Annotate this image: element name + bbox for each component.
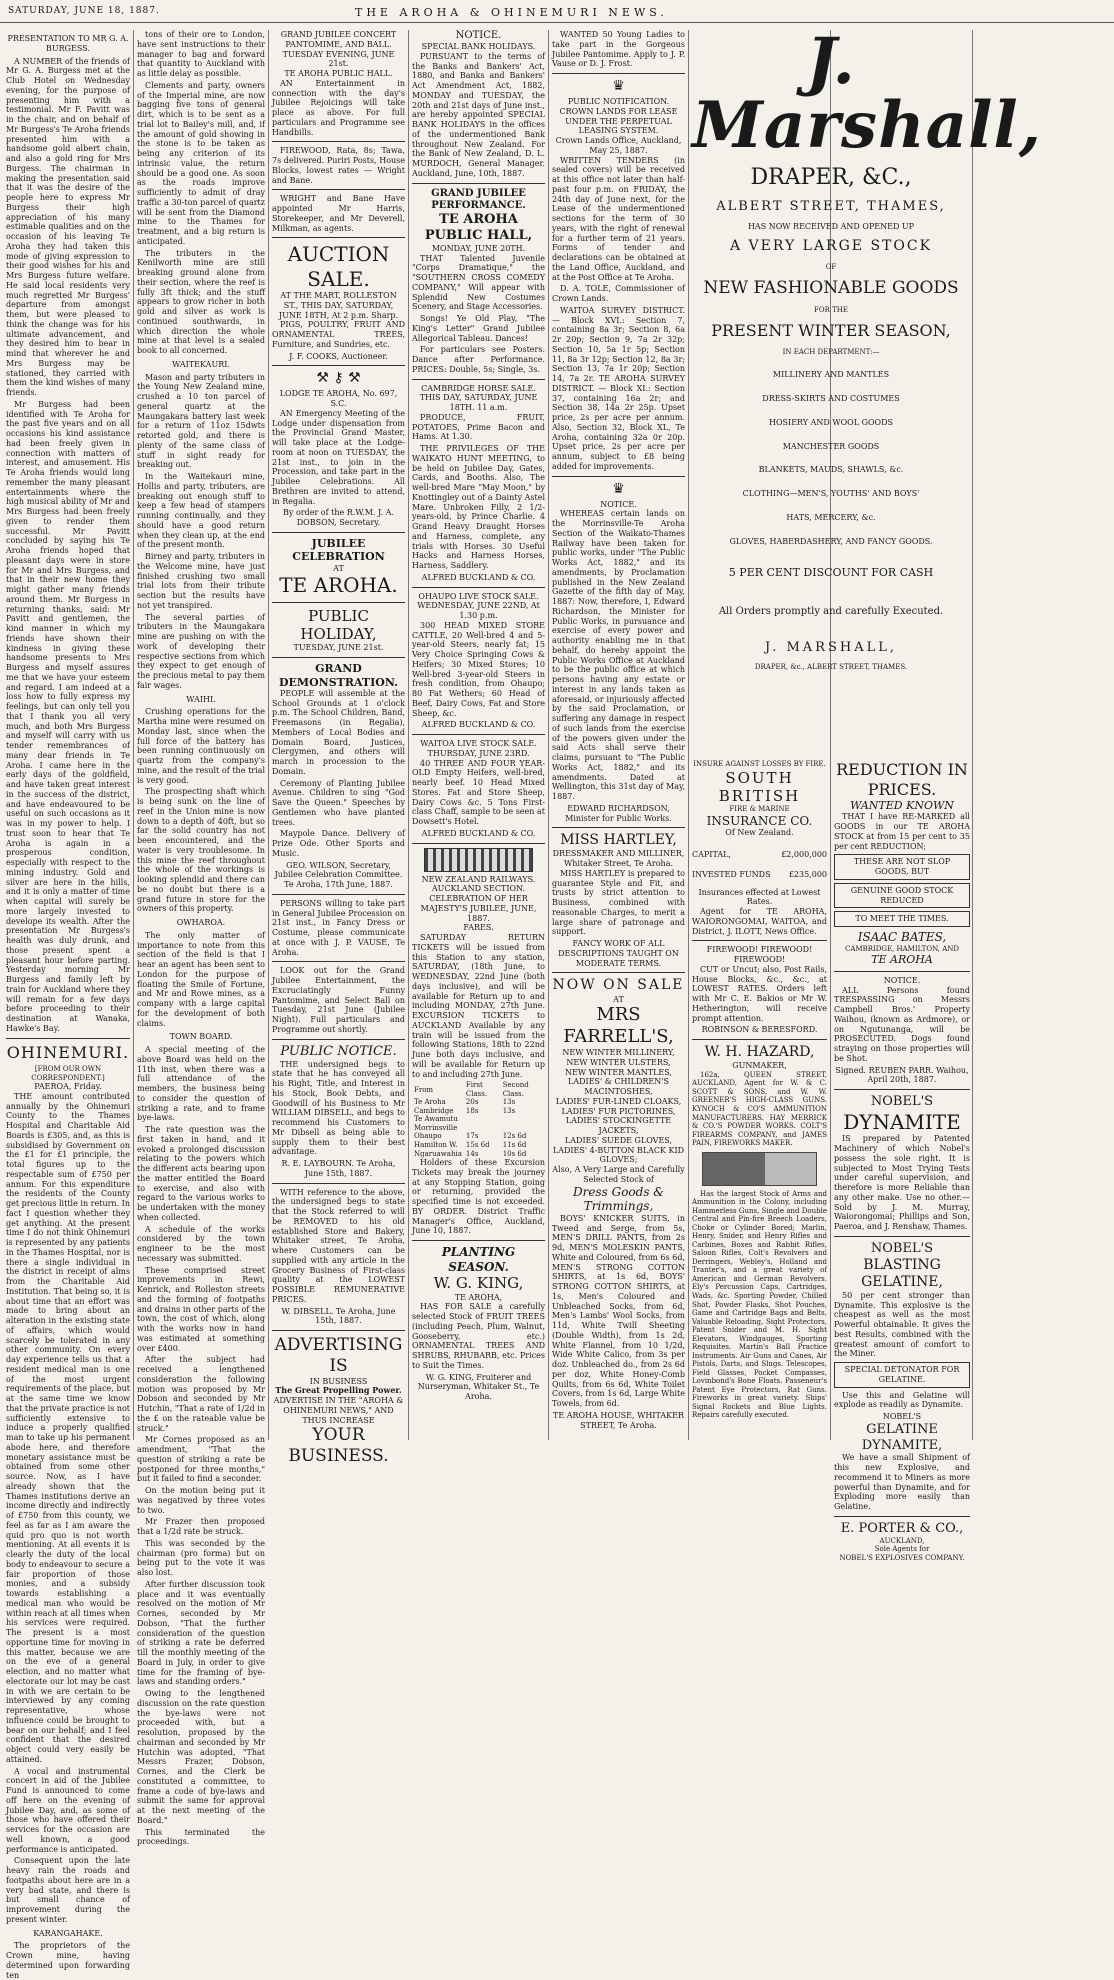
ad-heading: DYNAMITE — [843, 1109, 961, 1134]
ad-body: We have a small Shipment of this new Explosive, and recommend it to Miners as more powerful than Dynamite, and for Exploding more easily than Gelatine. — [834, 1453, 970, 1512]
ad-body: PURSUANT to the terms of the Banks and Bankers' Act, 1880, and Banks and Bankers' Act Amendment Act, 1882, MONDAY and TUESDAY, the 20th and 21st days of June inst., are hereby appointed SPECIAL BANK HOLIDAYS in the offices of the undermentioned Bank throughout New Zealand. For the Bank of New Zealand, D. L. MURDOCH, General Manager. Auckland, June, 10th, 1887. — [412, 51, 545, 178]
article-paragraph: The prospecting shaft which is being sunk on the line of reef in the Union mine is now down to a depth of 40ft, but so far the solid country has not been encountered, and the water is very troublesome. In this mine the reef throughout the whole of the workings is looking splendid and there can be no doubt but there is a grand future in store for the owners of this property. — [137, 787, 265, 914]
ad-body: 300 HEAD MIXED STORE CATTLE, 20 Well-bred 4 and 5-year-old Steers, nearly fat; 15 Very Choice Springing Cows & Heifers; 30 Mixed Stores; 10 Well-bred 3-year-old Steers in fresh condition, from Ohaupo; 80 Fat Wethers; 60 Head of Beef, Dairy Cows, Fat and Store Sheep, &c. — [412, 620, 545, 718]
ad-body: MISS HARTLEY is prepared to guarantee Style and Fit, and trusts by strict attention to Business, combined with reasonable Charges, to merit a large share of patronage and support. — [552, 868, 685, 937]
ad-heading: OHAUPO LIVE STOCK SALE. — [418, 591, 539, 601]
ad-body: CUT or Uncut; also, Post Rails, House Blocks, &c., &c., at LOWEST RATES. Orders left with Mr C. E. Bakios or Mr W. Hetherington, will receive prompt attention. — [692, 964, 827, 1023]
ad-heading: GELATINE DYNAMITE, — [861, 1421, 943, 1453]
ad-body: For particulars see Posters. Dance after Performance. PRICES: Double, 5s; Single, 3s. — [412, 345, 545, 374]
newspaper-title: THE AROHA & OHINEMURI NEWS. — [355, 6, 668, 19]
ad-subheading: The Great Propelling Power. — [275, 1385, 402, 1396]
list-item: LADIES' FUR-LINED CLOAKS, — [555, 1096, 682, 1106]
table-cell: 12s 6d — [502, 1132, 527, 1141]
royal-crest-icon: ♛ — [612, 480, 625, 497]
column-8 — [834, 760, 970, 1562]
ad-heading: A VERY LARGE STOCK — [729, 238, 933, 255]
ad-heading: JUBILEE CELEBRATION — [292, 536, 385, 564]
list-item: BLANKETS, MAUDS, SHAWLS, &c. — [758, 465, 904, 475]
ad-heading: WANTED KNOWN — [850, 799, 954, 813]
column-2 — [137, 30, 265, 1847]
ad-body: PRODUCE, FRUIT, POTATOES, Prime Bacon and Hams. At 1.30. — [412, 412, 545, 442]
funds-row — [692, 870, 827, 880]
list-item: NEW WINTER MANTLES, — [565, 1067, 672, 1077]
ad-heading: AUCTION SALE. — [287, 242, 390, 291]
ad-subheading: CELEBRATION OF HER MAJESTY'S JUBILEE, JUNE, 1887. — [420, 894, 537, 923]
ad-subheading: SPECIAL BANK HOLIDAYS. — [421, 42, 536, 52]
ad-heading: BLASTING GELATINE, — [861, 1256, 943, 1290]
article-paragraph: This terminated the proceedings. — [137, 1827, 265, 1847]
ad-body: Insurances effected at Lowest Rates. — [698, 887, 821, 907]
ad-subheading: AT — [613, 994, 624, 1004]
table-header: First Class. — [465, 1081, 488, 1098]
column-5 — [552, 30, 685, 1445]
ad-body: Has the largest Stock of Arms and Ammunition in the Colony, including Hammerless Guns, Single and Double Central and Pin-fire Breech Loaders, Choke or Cylinder Bored; Marlin, Henry, Snider, and Henry Rifles and Carbines, Boxes and Rabbit Rifles, Saloon Rifles, Colt's Revolvers and Derringers, Webley's, Holland and Tranter's, and a great variety of American and German Revolvers. Ely's Percussion Caps, Cartridges, Wads, &c. Sporting Powder, Chilled Shot, Powder Flasks, Shot Pouches, Game and Cartridge Bags and Belts, Valuable Reloading, Sight Protectors, Patent Snider and M. H. Sight Elevators, Windgauges, Sporting Requisites. Martin's Ball Practice Instruments. Air Guns and Canes, Air Pistols, Darts, and Slugs. Telescopes, Field Glasses, Pocket Compasses, Lovinbond's Bone Floats. Passeneur's Patent Eye Protectors, Rat Guns. Fireworks in great variety. Ships' Signal Rockets and Blue Lights. Repairs carefully executed. — [692, 1189, 827, 1420]
ad-body: OF — [825, 262, 837, 271]
ad-body: Songs! Ye Old Play, "The King's Letter" Grand Jubilee Allegorical Tableau. Dances! — [412, 314, 545, 343]
ad-heading: NEW ZEALAND RAILWAYS. — [421, 874, 536, 884]
ad-heading: NOTICE. — [883, 975, 921, 985]
ad-signature: W. DIBSELL. Te Aroha, June 15th, 1887. — [281, 1306, 396, 1326]
table-row — [412, 1141, 545, 1150]
article-paragraph: The rate question was the first taken in hand, and it evoked a prolonged discussion relating to the powers which the different acts bearing upon the matter entitled the Board to exercise, and also with regard to the various works to be undertaken with the money when collected. — [137, 1125, 265, 1222]
ad-subheading: AUCKLAND, — [879, 1536, 925, 1545]
ad-signature: ALFRED BUCKLAND & CO. — [421, 720, 536, 730]
ad-signature: GEO. WILSON, Secretary, Jubilee Celebration Committee. Te Aroha, 17th June, 1887. — [274, 860, 403, 890]
ad-heading: WAITOA LIVE STOCK SALE. — [420, 739, 537, 749]
ad-body: WAITOA SURVEY DISTRICT. — Block XVI.: Section 7, containing 8a 3r; Section 8, 6a 2r 20p; Section 9, 7a 2r 32p; Section 10, 5a 1r 5p; Section 11, 8a 3r 12p; Section 12, 8a 3r; Section 13, 7a 1r 20p; Section 14, 7a 2r. TE AROHA SURVEY DISTRICT. — Block XI.: Section 37, containing 16a 2r; and Section 38, 14a 2r 25p. Upset price, 2s per acre per annum. Also, Section 32, Block XL, Te Aroha, containing 32a 0r 20p. Upset price, 2s per acre per annum, subject to £8 being added for improvements. — [552, 305, 685, 471]
ad-body: ADVERTISE IN THE "AROHA & OHINEMURI NEWS," AND THUS INCREASE — [273, 1396, 404, 1425]
article-paragraph: Mr Cornes proposed as an amendment, "That the question of striking a rate be postponed for three months," but it failed to find a seconder. — [137, 1435, 265, 1484]
ad-heading: YOUR BUSINESS. — [288, 1425, 389, 1467]
table-cell: 17s — [465, 1132, 479, 1141]
article-paragraph: Mr Frazer then proposed that a 1/2d rate be struck. — [137, 1517, 265, 1536]
ad-subheading: DRESSMAKER AND MILLINER, Whitaker Street, Te Aroha. — [552, 849, 685, 869]
ad-signature: J. F. COOKS, Auctioneer. — [289, 351, 388, 361]
ad-heading: TE AROHA. — [279, 573, 398, 598]
table-cell: 13s — [502, 1106, 516, 1115]
article-paragraph: The only matter of importance to note from this section of the field is that I hear an agent has been sent to London for the purpose of floating the Smile of Fortune, and Mr and Rowe mines, as a company with a large capital for the development of both claims. — [137, 930, 265, 1028]
list-item: MILLINERY AND MANTLES — [772, 370, 890, 380]
rifle-illustration-icon — [702, 1152, 817, 1186]
ad-subheading: NOBEL'S EXPLOSIVES COMPANY. — [839, 1553, 965, 1562]
ad-signature: By order of the R.W.M. J. A. DOBSON, Secretary. — [283, 508, 394, 528]
list-item: LADIES' SUEDE GLOVES, — [564, 1135, 673, 1145]
table-header: Second Class. — [502, 1081, 529, 1098]
ad-signature: TE AROHA HOUSE, WHITAKER STREET, Te Aroha. — [553, 1410, 684, 1430]
ad-heading: FIREWOOD! FIREWOOD! FIREWOOD! — [706, 945, 813, 965]
ad-heading: INSURANCE CO. — [706, 813, 813, 828]
article-paragraph: This was seconded by the chairman (pro forma) but on being put to the vote it was also lost. — [137, 1538, 265, 1577]
ad-body: AN Emergency Meeting of the Lodge under dispensation from the Provincial Grand Master, will take place at the Lodge-room at noon on TUESDAY, the 21st inst., to join in the Procession, and take part in the Jubilee Celebrations. All Brethren are invited to attend, in Regalia. — [272, 408, 405, 506]
ad-body: PIGS, POULTRY, FRUIT AND ORNAMENTAL TREES, Furniture, and Sundries, etc. — [272, 320, 405, 349]
ad-heading: TE AROHA PUBLIC HALL, — [424, 212, 533, 243]
ad-heading: PLANTING SEASON. — [441, 1245, 516, 1274]
article-paragraph: The proprietors of the Crown mine, having determined upon forwarding ten — [6, 1941, 130, 1980]
ad-subheading: TE AROHA, — [454, 1292, 503, 1302]
table-cell — [464, 1124, 501, 1133]
ad-subheading: GUNMAKER, — [732, 1061, 787, 1071]
article-paragraph: After further discussion took place and it was eventually resolved on the motion of Mr Cornes, seconded by Mr Dobson, "That the further consideration of the question of striking a rate be deferred till the monthly meeting of the Board in July, in order to give time for the framing of bye-laws and standing orders." — [137, 1579, 265, 1687]
ad-heading: REDUCTION IN PRICES. — [836, 760, 968, 799]
table-cell: 15s 6d — [465, 1141, 490, 1149]
ad-body: Maypole Dance. Delivery of Prize Ode. Other Sports and Music. — [272, 829, 405, 858]
ad-heading: MISS HARTLEY, — [560, 832, 677, 849]
ad-body: Agent for TE AROHA, WAIORONGOMAI, WAITOA, and District, J. ILOTT, News Office. — [692, 907, 827, 936]
ad-subheading: FANCY WORK OF ALL DESCRIPTIONS TAUGHT ON MODERATE TERMS. — [558, 939, 679, 968]
ad-body: WITH reference to the above, the undersigned begs to state that the Stock referred to will be REMOVED to his old established Store and Bakery, Whitaker street, Te Aroha, where Customers can be supplied with any article in the Grocery Business of First-class quality at the LOWEST POSSIBLE REMUNERATIVE PRICES. — [272, 1187, 405, 1304]
ad-body: 162a, QUEEN STREET, AUCKLAND, Agent for W. & C. SCOTT & SONS, and W. W. GREENER'S HIGH-CLASS GUNS. KYNOCH & CO'S AMMUNITION MANUFACTURERS. HAY MERRICK & CO.'S POWDER WORKS. COLT'S FIREARMS COMPANY, and JAMES PAIN, FIREWORKS MAKER. — [692, 1070, 827, 1148]
article-paragraph: These comprised street improvements in Rewi, Kenrick, and Rolleston streets and the forming of footpaths and drains in other parts of the town, the cost of which, along with the works now in hand was estimated at something over £400. — [137, 1265, 265, 1353]
ad-subheading: THIS DAY, SATURDAY, JUNE 18TH. 11 a.m. — [419, 393, 538, 413]
ad-heading: PUBLIC NOTIFICATION. — [567, 97, 670, 107]
ad-heading: SOUTH BRITISH — [718, 768, 801, 805]
ad-subheading: Of New Zealand. — [725, 828, 794, 838]
list-item: LADIES' FUR PICTORINES, — [561, 1106, 676, 1116]
table-cell: 18s — [465, 1106, 479, 1115]
ad-body: THE undersigned begs to state that he has conveyed all his Right, Title, and Interest in his Stock, Book Debts, and Goodwill of his Business to Mr WILLIAM DIBSELL, and begs to recommend his Customers to Mr Dibsell as being able to supply them to their best advantage. — [272, 1059, 405, 1157]
table-cell: Hamilton W. — [414, 1141, 458, 1149]
ad-subheading: WEDNESDAY, JUNE 22ND, At 1.30 p.m. — [417, 601, 540, 621]
list-item: LADIES' & CHILDREN'S MACINTOSHES, — [568, 1077, 669, 1097]
article-paragraph: The several parties of tributers in the Maungakara mine are pushing on with the work of developing their respective sections from which they expect to get enough of the precious metal to pay them fair wages. — [137, 612, 265, 690]
capital-row — [692, 850, 827, 860]
ad-signature: R. E. LAYBOURN. Te Aroha, June 15th, 1887. — [281, 1159, 396, 1178]
ad-body: 50 per cent stronger than Dynamite. This explosive is the cheapest as well as the most Powerful obtainable. It gives the best Results, combined with the greatest amount of comfort to the Miner. — [834, 1290, 970, 1359]
ad-subheading: AUCKLAND SECTION. — [431, 884, 526, 894]
ad-heading: TE AROHA — [871, 953, 933, 967]
article-paragraph: tons of their ore to London, have sent instructions to their manager to bag and forward that quantity to Auckland with as little delay as possible. — [137, 30, 265, 78]
ad-subheading: AT — [333, 563, 344, 573]
issue-date: SATURDAY, JUNE 18, 1887. — [8, 6, 160, 16]
ad-body: TO MEET THE TIMES. — [834, 911, 970, 927]
table-cell: 14s — [465, 1149, 479, 1158]
ad-signature: Signed. REUBEN PARR. Waihou, April 20th, 1887. — [835, 1065, 969, 1085]
list-item: LADIES' STOCKINGETTE JACKETS, — [565, 1116, 672, 1136]
table-cell: Ngaruawahia — [414, 1149, 462, 1158]
ad-heading: 5 PER CENT DISCOUNT FOR CASH — [728, 566, 934, 580]
royal-crest-icon: ♛ — [612, 78, 625, 94]
ad-subheading: THURSDAY, JUNE 23RD. — [427, 748, 530, 758]
ad-body: SATURDAY RETURN TICKETS will be issued from this Station to any station, SATURDAY, (18th June, to WEDNESDAY, 22nd June (both days inclusive), and will be available for Return up to and including MONDAY, 27th June. EXCURSION TICKETS to AUCKLAND Available by any train will be issued from the following Stations, 18th to 22nd June both days inclusive, and will be available for Return up to and including 27th June. — [412, 933, 545, 1079]
article-paragraph: On the motion being put it was negatived by three votes to two. — [137, 1486, 265, 1515]
article-heading: OWHAROA. — [176, 918, 226, 927]
ad-subheading: Sole Agents for — [874, 1545, 930, 1554]
ad-body: HAS FOR SALE a carefully selected Stock of FRUIT TREES (including Peach, Plum, Walnut, Gooseberry, etc.) ORNAMENTAL TREES AND SHRUBS, RHUBARB, etc. Prices to Suit the Times. — [412, 1302, 545, 1370]
article-heading: PRESENTATION TO MR G. A. BURGESS. — [7, 34, 129, 53]
ad-heading: GRAND JUBILEE CONCERT PANTOMIME, AND BALL. — [280, 30, 397, 49]
masthead — [0, 0, 1114, 23]
ad-body: Use this and Gelatine will explode as readily as Dynamite. — [834, 1390, 970, 1410]
column-7 — [692, 760, 827, 1445]
ad-heading: E. PORTER & CO., — [840, 1520, 964, 1536]
article-paragraph: Owing to the lengthened discussion on the rate question the bye-laws were not proceeded with, but a resolution, proposed by the chairman and seconded by Mr Hutchin was adopted, "That Messrs Frazer, Dobson, Cornes, and the Clerk be constituted a committee, to frame a code of bye-laws and submit the same for approval at the next meeting of the Board." — [137, 1689, 265, 1825]
column-1 — [6, 30, 130, 1980]
marshall-advertisement — [692, 24, 1042, 750]
ad-heading: NOTICE. — [600, 499, 637, 509]
ad-body: HAS NOW RECEIVED AND OPENED UP — [747, 221, 915, 231]
table-row — [412, 1132, 545, 1141]
ad-body: THAT I have RE-MARKED all GOODS in our TE AROHA STOCK at from 15 per cent to 35 per cent REDUCTION; — [834, 812, 970, 851]
ad-body: AN Entertainment in connection with the day's Jubilee Rejoicings will take place as above. For full particulars and Programme see Handbills. — [272, 78, 405, 137]
article-heading: WAIHI. — [186, 694, 216, 704]
ad-subheading: TUESDAY, JUNE 21st. — [293, 643, 384, 653]
ad-body: IN EACH DEPARTMENT:— — [782, 347, 880, 356]
dateline: PAEROA, Friday. — [34, 1082, 102, 1092]
row-value: £235,000 — [788, 869, 827, 879]
locomotive-illustration-icon — [424, 848, 533, 872]
list-item: GLOVES, HABERDASHERY, AND FANCY GOODS. — [729, 536, 933, 546]
table-row — [412, 1107, 545, 1116]
article-paragraph: Birney and party, tributers in the Welcome mine, have just finished crushing two small trial lots from their tribute section but the results have not yet transpired. — [137, 552, 265, 610]
list-item: HATS, MERCERY, &c. — [786, 512, 876, 522]
ad-subheading: NOBEL'S — [882, 1412, 922, 1422]
ad-signature: DRAPER, &c., ALBERT STREET, THAMES. — [754, 662, 908, 671]
list-item: MANCHESTER GOODS — [782, 441, 880, 451]
article-paragraph: A schedule of the works considered by the town engineer to be the most necessary was submitted. — [137, 1224, 265, 1263]
table-row — [412, 1098, 545, 1107]
article-heading: KARANGAHAKE. — [33, 1928, 103, 1938]
article-paragraph: Mason and party tributers in the Young New Zealand mine, crushed a 10 ton parcel of general quartz at the Maungakara battery last week for a return of 11oz 15dwts retorted gold, and there is plenty of the same class of stuff in sight ready for breaking out. — [137, 372, 265, 470]
table-cell: Ohaupo — [414, 1132, 442, 1141]
ad-heading: GRAND JUBILEE PERFORMANCE. — [431, 187, 526, 211]
ad-heading: PUBLIC HOLIDAY, — [300, 606, 377, 644]
ad-body: BOYS' KNICKER SUITS, in Tweed and Serge, from 5s, MEN'S DRILL PANTS, from 2s 9d, MEN'S MOLESKIN PANTS, White and Coloured, from 6s 6d, MEN'S STRONG COTTON SHIRTS, at 1s 6d, BOYS' STRONG COTTON SHIRTS, at 1s, Men's Coloured and Unbleached Socks, from 6d, Men's Lambs' Wool Socks, from 11d, White Twill Sheeting (Double Width), from 1s 2d, White Flannel, from 10 1/2d, Wide White Calico, from 3s per doz. Unbleached do., from 2s 6d per doz, White Honey-Comb Quilts, from 6s 6d, White Toilet Covers, from 1s 6d, Large White Towels, from 6d. — [552, 1213, 685, 1409]
table-cell: Te Aroha — [414, 1098, 446, 1107]
list-item: HOSIERY AND WOOL GOODS — [769, 417, 893, 427]
table-header: From — [414, 1085, 434, 1094]
column-4 — [412, 30, 545, 1445]
ad-body: ALL Persons found TRESPASSING on Messrs Campbell Bros.' Property Waihou, (known as Ardmore), or on Ngutunanga, will be PROSECUTED. Dogs found straying on those properties will be Shot. — [834, 985, 970, 1063]
ad-body: 40 THREE AND FOUR YEAR-OLD Empty Heifers, well-bred, nearly beef. 10 Head Mixed Stores. Fat and Store Sheep, Dairy Cows &c. 5 Tons First-class Chaff, sample to be seen at Dowsett's Hotel. — [412, 758, 545, 827]
list-item: CLOTHING—MEN'S, YOUTHS' AND BOYS' — [742, 489, 920, 499]
article-paragraph: Clements and party, owners of the Imperial mine, are now bagging five tons of general dirt, which is to be sent as a trial lot to Bailey's mill, and, if the amount of gold showing in the stone is to be taken as being any criterion of its intrinsic value, the return should be a good one. As soon as the roads improve sufficiently to admit of dray traffic a 30-ton parcel of quartz will be sent from the Diamond mine to the Thames for treatment, and a big return is anticipated. — [137, 80, 265, 246]
ad-heading: PUBLIC NOTICE. — [280, 1043, 397, 1059]
ad-body: LOOK out for the Grand Jubilee Entertainment, the Excruciatingly Funny Pantomime, and Select Ball on Tuesday, 21st June (Jubilee Night). Full particulars and Programme out shortly. — [272, 966, 405, 1034]
ad-heading: NOW ON SALE — [552, 977, 685, 994]
table-cell: 11s 6d — [502, 1141, 527, 1149]
ad-body: THAT Talented Juvenile "Corps Dramatique," the "SOUTHERN CROSS COMEDY COMPANY," Will appear with Splendid New Costumes Scenery, and Stage Accessories. — [412, 253, 545, 312]
ad-body: WRITTEN TENDERS (in sealed covers) will be received at this office not later than half-past four p.m. on FRIDAY, the 24th day of June next, for the Lease of the undermentioned sections for the term of 30 years, with the right of renewal for a further term of 21 years. Forms of tender and declarations can be obtained at the Land Office, Auckland, and at the Post Office at Te Aroha. — [552, 155, 685, 282]
ad-heading: LODGE TE AROHA, No. 697, S.C. — [279, 389, 398, 409]
ad-subheading: FIRE & MARINE — [729, 805, 790, 814]
row-label: CAPITAL, — [692, 850, 731, 860]
ad-heading: W. G. KING, — [433, 1274, 524, 1293]
table-header-row — [412, 1081, 545, 1098]
ad-body: GENUINE GOOD STOCK REDUCED — [834, 883, 970, 909]
article-heading: TOWN BOARD. — [169, 1032, 233, 1042]
list-item: NEW WINTER ULSTERS, — [566, 1057, 671, 1067]
ad-body: WANTED 50 Young Ladies to take part in the Gorgeous Jubilee Pantomime. Apply to J. P. Vause or D. J. Frost. — [552, 30, 685, 69]
ad-subheading: CROWN LANDS FOR LEASE UNDER THE PERPETUAL LEASING SYSTEM. — [559, 106, 678, 136]
ad-body: THE PRIVILEGES OF THE WAIKATO HUNT MEETING, to be held on Jubilee Day, Gates, Cards, and Booths. Also, The well-bred Mare "May Moon," by Knottingley out of a Dainty Astel Mare. Unbroken Filly, 2 1/2-years-old, by Prince Charlie. 4 Grand Heavy Draught Horses and Harness, complete, any trials with Horses. 30 Useful Hacks and Harness Horses, Harness, Saddlery. — [412, 444, 545, 571]
ad-body: FOR THE — [814, 305, 848, 314]
ad-signature: ROBINSON & BERESFORD. — [701, 1025, 818, 1035]
ad-heading: NOTICE. — [455, 30, 502, 41]
ad-subheading: TUESDAY EVENING, JUNE 21st. — [282, 49, 395, 69]
table-cell: Te Awamutu — [414, 1115, 458, 1124]
section-subheading: [FROM OUR OWN CORRESPONDENT.] — [31, 1065, 105, 1082]
table-cell: 10s 6d — [502, 1149, 527, 1158]
table-cell: Morrinsville — [414, 1123, 458, 1132]
article-paragraph: THE amount contributed annually by the Ohinemuri County to the Thames Hospital and Charitable Aid Boards is £305, and, as this is subsidised by Government on the £1 for £1 principle, the total figures up to the respectable sum of £750 per annum. For this expenditure the residents of the County get precious little in return. In fact I question whether they get anything. At the present time I do not think Ohinemuri is represented by any patients in the Thames Hospital, nor is there a single individual in the district in receipt of alms from the Charitable Aid Institution. That being so, it is about time that an effort was made to bring about an alteration in the existing state of affairs, which would scarcely be tolerated in any other community. On every day experience tells us that a resident medical man is one of the most urgent requirements of the place, but at the same time we know that the private practice is not sufficiently extensive to induce a properly qualified man to take up his permanent abode here, and therefore monetary assistance must be obtained from some other source. Now, as I have already shown that the Thames institutions derive an income directly and indirectly of £750 from this county, we feel as far as I am aware the quid pro quo is not worth mentioning. At all events it is clearly the duty of the local body to endeavour to secure a fair proportion of those monies, and a subsidy towards establishing a medical man who would be within reach at all times when his services were required. The present is a most opportune time for moving in this matter, because we are on the eve of a general election, and no matter what electorate our lot may be cast in with we are certain to be interviewed by any coming representative, whose influence could be brought to bear on our behalf; and I feel confident that the desired object could very easily be attained. — [6, 1091, 130, 1764]
ad-body: Ceremony of Planting Jubilee Avenue. Children to sing "God Save the Queen." Speeches by Gentlemen who have planted trees. — [272, 778, 405, 827]
ad-heading: NOBEL'S — [870, 1240, 934, 1256]
ad-heading: NOBEL'S — [870, 1094, 934, 1109]
table-row — [412, 1150, 545, 1159]
ad-subheading: ALBERT STREET, THAMES, — [716, 198, 946, 214]
fares-table — [412, 1081, 545, 1158]
ad-subheading: FARES. — [463, 923, 494, 933]
table-row — [412, 1124, 545, 1133]
article-paragraph: A NUMBER of the friends of Mr G. A. Burgess met at the Club Hotel on Wednesday evening, for the purpose of presenting him with a testimonial. Mr F. Pavitt was in the chair, and on behalf of Mr Burgess's Te Aroha friends presented him with a handsome gold albert chain, and also a gold ring for Mrs Burgess. The chairman in making the presentation said that it was the desire of the people here to express Mr Burgess their high appreciation of his many estimable qualities and on the occasion of his leaving Te Aroha they had taken this mode of giving expression to their good wishes for his and Mrs Burgess future welfare. He said local residents very much regretted Mr Burgess' departure from amongst them, but were pleased to think the change was for his ultimate advancement, and they desired him to bear in mind that wherever he and Mrs Burgess may be stationed, they carried with them the kind wishes of many friends. — [6, 56, 130, 397]
ad-signature: W. G. KING, Fruiterer and Nurseryman, Whitaker St., Te Aroha. — [417, 1372, 540, 1402]
ad-body: WHEREAS certain lands on the Morrinsville-Te Aroha Section of the Waikato-Thames Railway have been taken for public works, under "The Public Works Act, 1882," and its amendments, by Proclamation published in the New Zealand Gazette of the fifth day of May, 1887: Now, therefore, I, Edward Richardson, the Minister for Public Works, in pursuance and exercise of every power and authority enabling me in that behalf, do hereby appoint the Public Works Office at Auckland to be the public office at which persons having any estate or interest in any lands taken as aforesaid, or injuriously affected by the said Proclamation, or suffering any damage in respect of such lands from the exercise of the powers given under the said Acts shall serve their claims, pursuant to "The Public Works Act, 1882," and its amendments. Dated at Wellington, this 31st day of May, 1887. — [552, 509, 685, 802]
ad-body: SPECIAL DETONATOR FOR GELATINE. — [834, 1362, 970, 1388]
article-paragraph: Mr Burgess had been identified with Te Aroha for the past five years and on all occasions his kind assistance had been freely given in connection with matters of interest, and amusement. His Te Aroha friends would long remember the many pleasant entertainments where the high musical ability of Mr and Mrs Burgess had been freely given to render them successful. Mr Pavitt concluded by saying his Te Aroha friends hoped that pleasant days were in store for Mr and Mrs Burgess, and that in their new home they might gather many friends around them. Mr Burgess in returning thanks, said: Mr Pavitt and gentlemen, the kind manner in which my friends have shown their kindness in giving these handsome presents to Mrs Burgess and myself assures me that we have your esteem and regard. I am indeed at a loss how to fully express my feelings, but can only tell you that I thank you all very much, and both Mrs Burgess and myself will carry with us tender remembrances of many dear friends in Te Aroha. I came here in the early days of the goldfield, and have taken great interest in the success of the district, and have endeavoured to be useful on such occasions as it was in my power to help. I trust soon to hear that Te Aroha is again in a prosperous condition, especially with respect to the mining industry. Gold and silver are here in the hills, and it is only a matter of time when capital will surely be more largely invested to develope its wealth. After the presentation Mr Burgess's health was duly drunk, and those present spent a pleasant hour before parting. Yesterday morning Mr Burgess and family left by train for Auckland where they will remain for a few days before proceeding to their destination at Wanaka, Hawke's Bay. — [6, 399, 130, 1033]
ad-signature: J. MARSHALL, — [765, 639, 897, 655]
column-3 — [272, 30, 405, 1467]
table-cell — [501, 1124, 545, 1133]
ad-heading: ISAAC BATES, — [857, 930, 947, 945]
table-cell — [501, 1115, 545, 1124]
article-heading: WAITEKAURI. — [172, 359, 230, 369]
article-paragraph: A special meeting of the above Board was held on the 11th inst, when there was a full attendance of the members, the business being to consider the question of striking a rate, and to frame bye-laws. — [137, 1045, 265, 1123]
ad-body: PEOPLE will assemble at the School Grounds at 1 o'clock p.m. The School Children, Band, Freemasons (in Regalia), Members of Local Bodies and Domain Board, Justices, Clergymen, and others will march in procession to the Domain. — [272, 688, 405, 776]
ad-body: FIREWOOD, Rata, 8s; Tawa, 7s delivered. Puriri Posts, House Blocks, lowest rates — Wright and Bane. — [272, 146, 405, 185]
crossed-keys-icon: ⚒ ⚷ ⚒ — [316, 370, 361, 387]
table-cell: 20s — [465, 1098, 479, 1107]
table-cell: 13s — [502, 1098, 516, 1107]
article-paragraph: A vocal and instrumental concert in aid of the Jubilee Fund is announced to come off here on the evening of Jubilee Day, and, as some of those who have offered their services for the occasion are well known, a good performance is anticipated. — [6, 1766, 130, 1854]
ad-body: All Orders promptly and carefully Executed. — [718, 605, 944, 617]
ad-subheading: DRAPER, &C., — [750, 165, 912, 190]
list-item: LADIES' 4-BUTTON BLACK KID GLOVES; — [552, 1145, 685, 1165]
article-paragraph: In the Waitekauri mine, Hollis and party, tributers, are breaking out enough stuff to keep a few head of stampers running continually, and they should have a good return when they clean up, at the end of the present month. — [137, 472, 265, 550]
ad-heading: NEW FASHIONABLE GOODS — [703, 278, 959, 299]
table-cell: Cambridge — [414, 1106, 454, 1115]
table-cell — [464, 1115, 501, 1124]
row-label: INVESTED FUNDS — [692, 869, 771, 879]
ad-subheading: IN BUSINESS — [309, 1376, 368, 1386]
section-heading: OHINEMURI. — [6, 1042, 130, 1062]
ad-body: PERSONS willing to take part in General Jubilee Procession on 21st inst., in Fancy Dress or Costume, please communicate at once with J. P. VAUSE, Te Aroha. — [272, 898, 405, 957]
list-item: NEW WINTER MILLINERY, — [562, 1048, 675, 1058]
ad-subheading: MONDAY, JUNE 20TH. — [431, 243, 526, 253]
ad-body: Also, A Very Large and Carefully Selected Stock of — [552, 1165, 685, 1184]
ad-heading: MRS FARRELL'S, — [563, 1004, 674, 1048]
list-item: DRESS-SKIRTS AND COSTUMES — [762, 394, 900, 404]
ad-signature: D. A. TOLE, Commissioner of Crown Lands. — [552, 284, 685, 304]
table-row — [412, 1115, 545, 1124]
ad-subheading: INSURE AGAINST LOSSES BY FIRE. — [693, 760, 826, 768]
ad-heading: W. H. HAZARD, — [704, 1044, 815, 1061]
ad-subheading: CAMBRIDGE, HAMILTON, AND — [844, 944, 960, 953]
ad-subheading: TE AROHA PUBLIC HALL. — [284, 69, 393, 78]
ad-body: THESE ARE NOT SLOP GOODS, BUT — [834, 854, 970, 880]
ad-signature: ALFRED BUCKLAND & CO. — [421, 572, 536, 582]
marshall-title: J. Marshall, — [692, 24, 1042, 163]
article-paragraph: After the subject had received a lengthened consideration the following motion was proposed by Mr Dobson and seconded by Mr Hutchin, "That a rate of 1/2d in the £ on the rateable value be struck." — [137, 1355, 265, 1433]
ad-heading: CAMBRIDGE HORSE SALE. — [421, 383, 536, 393]
ad-body: WRIGHT and Bane Have appointed Mr Harris, Storekeeper, and Mr Deverell, Milkman, as agents. — [272, 194, 405, 233]
ad-signature: ALFRED BUCKLAND & CO. — [421, 828, 536, 838]
ad-heading: ADVERTISING IS — [274, 1335, 403, 1376]
article-paragraph: Crushing operations for the Martha mine were resumed on Monday last, since when the full force of the battery has been running continuously on quartz from the company's mine, and the result of the trial is very good. — [137, 707, 265, 785]
ad-signature: EDWARD RICHARDSON, Minister for Public Works. — [565, 803, 672, 823]
row-value: £2,000,000 — [781, 850, 827, 860]
ad-subheading: AT THE MART, ROLLESTON ST., THIS DAY, SATURDAY, JUNE 18TH, At 2 p.m. Sharp. — [278, 291, 399, 320]
ad-heading: Dress Goods & Trimmings, — [573, 1184, 664, 1214]
ad-body: Holders of these Excursion Tickets may break the journey at any Stopping Station, going or returning, provided the specified time is not exceeded. BY ORDER. District Traffic Manager's Office, Auckland, June 10, 1887. — [412, 1158, 545, 1236]
ad-body: IS prepared by Patented Machinery of which Nobel's possess the sole right. It is subjected to Most Trying Tests under careful supervision, and therefore is more Reliable than any other make. Use no other.—Sold by J. M. Murray, Waiorongomai; Phillips and Son, Paeroa, and J. Renshaw, Thames. — [834, 1134, 970, 1231]
ad-heading: GRAND DEMONSTRATION. — [278, 662, 399, 689]
ad-heading: PRESENT WINTER SEASON, — [711, 321, 951, 341]
article-paragraph: The tributers in the Kenilworth mine are still breaking ground alone from their section, where the reef is fully 3ft thick; and the stuff appears to grow richer in both gold and silver as work is continued southwards, in which direction the whole mine at that level is a sealed book to all concerned. — [137, 248, 265, 355]
ad-subheading: Crown Lands Office, Auckland, May 25, 1887. — [555, 136, 682, 155]
article-paragraph: Consequent upon the late heavy rain the roads and footpaths about here are in a very bad state, and there is but small chance of improvement during the present winter. — [6, 1856, 130, 1924]
